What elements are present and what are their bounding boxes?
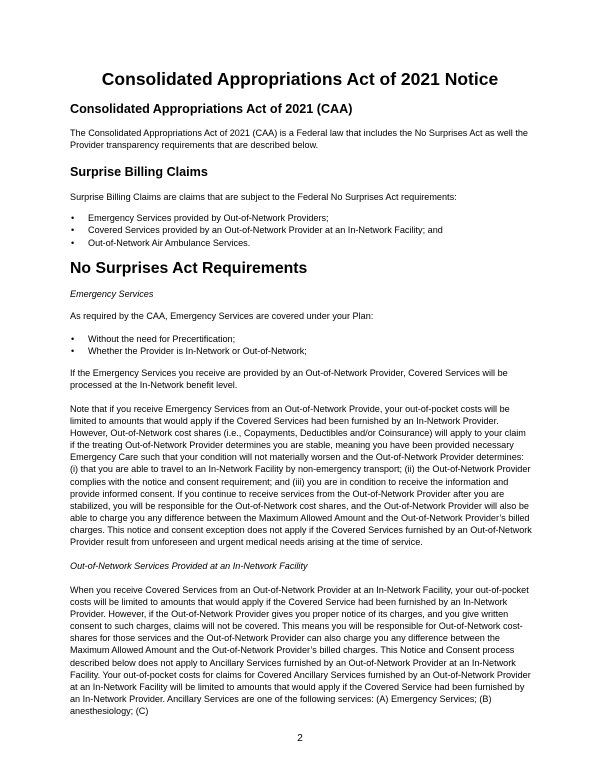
bullet-icon: • (71, 237, 75, 248)
emergency-services-paragraph-2: Note that if you receive Emergency Services from an Out-of-Network Provide, your out-of-pocket costs will be limited to amounts that would apply if the Covered Services had been furnished by an In-Network Provider. However, Out-of-Network cost shares (i.e., Copayments, Deductibles and/or Coinsurance) will apply to your claim if the treating Out-of-Network Provider determines you are stable, meaning you have been provided necessary Emergency Care such that your condition will not materially worsen and the Out-of-Network Provider determines: (i) that you are able to travel to an In-Network Facility by non-emergency transport; (ii) the Out-of-Network Provider complies with the notice and consent requirement; and (iii) you are in condition to receive the information and provide informed consent. If you continue to receive services from the Out-of-Network Provider after you are stabilized, you will be responsible for the Out-of-Network cost shares, and the Out-of-Network Provider will also be able to charge you any difference between the Maximum Allowed Amount and the Out-of-Network Provider’s billed charges. This notice and consent exception does not apply if the Covered Services furnished by an Out-of-Network Provider result from unforeseen and urgent medical needs arising at the time of service. (70, 404, 532, 548)
list-item-text: Covered Services provided by an Out-of-Network Provider at an In-Network Facility; and (88, 225, 443, 236)
bullet-icon: • (71, 334, 75, 344)
emergency-services-intro: As required by the CAA, Emergency Services are covered under your Plan: (70, 311, 374, 321)
list-item (70, 345, 532, 357)
page-title: Consolidated Appropriations Act of 2021 Notice (101, 69, 499, 89)
emergency-services-list (70, 333, 532, 358)
list-item-text: Without the need for Precertification; (88, 334, 236, 344)
surprise-billing-heading: Surprise Billing Claims (70, 165, 208, 179)
bullet-icon: • (71, 225, 75, 236)
bullet-icon: • (71, 213, 75, 223)
caa-paragraph: The Consolidated Appropriations Act of 2021 (CAA) is a Federal law that includes the No Surprises Act as well the Provider transparency requirements that are described below. (70, 128, 528, 151)
surprise-billing-intro: Surprise Billing Claims are claims that are subject to the Federal No Surprises Act requirements: (70, 192, 457, 202)
list-item-text: Out-of-Network Air Ambulance Services. (88, 237, 251, 248)
emergency-services-subheading: Emergency Services (70, 289, 154, 299)
nsa-heading: No Surprises Act Requirements (70, 260, 308, 277)
emergency-services-paragraph-1: If the Emergency Services you receive are provided by an Out-of-Network Provider, Covered Services will be processed at the In-Network benefit level. (70, 368, 508, 391)
list-item-text: Whether the Provider is In-Network or Out-of-Network; (88, 346, 307, 357)
caa-heading: Consolidated Appropriations Act of 2021 (CAA) (70, 102, 353, 116)
list-item-text: Emergency Services provided by Out-of-Network Providers; (88, 213, 329, 223)
list-item (70, 333, 532, 345)
surprise-billing-list (70, 212, 532, 249)
bullet-icon: • (71, 346, 75, 357)
in-network-facility-subheading: Out-of-Network Services Provided at an In-Network Facility (70, 561, 308, 571)
list-item (70, 237, 532, 249)
in-network-facility-paragraph: When you receive Covered Services from an Out-of-Network Provider at an In-Network Facility, your out-of-pocket costs will be limited to amounts that would apply if the Covered Service had been furnished by an In-Network Provider. However, if the Out-of-Network Provider gives you proper notice of its charges, and you give written consent to such charges, claims will not be covered. This means you will be responsible for Out-of-Network cost-shares for those services and the Out-of-Network Provider can also charge you any difference between the Maximum Allowed Amount and the Out-of-Network Provider’s billed charges. This Notice and Consent process described below does not apply to Ancillary Services furnished by an Out-of-Network Provider at an In-Network Facility. Your out-of-pocket costs for claims for Covered Ancillary Services furnished by an Out-of-Network Provider at an In-Network Facility will be limited to amounts that would apply if the Covered Service had been furnished by an In-Network Provider. Ancillary Services are one of the following services: (A) Emergency Services; (B) anesthesiology; (C) (70, 585, 531, 716)
list-item (70, 212, 532, 224)
list-item (70, 224, 532, 236)
page-number: 2 (297, 733, 303, 744)
